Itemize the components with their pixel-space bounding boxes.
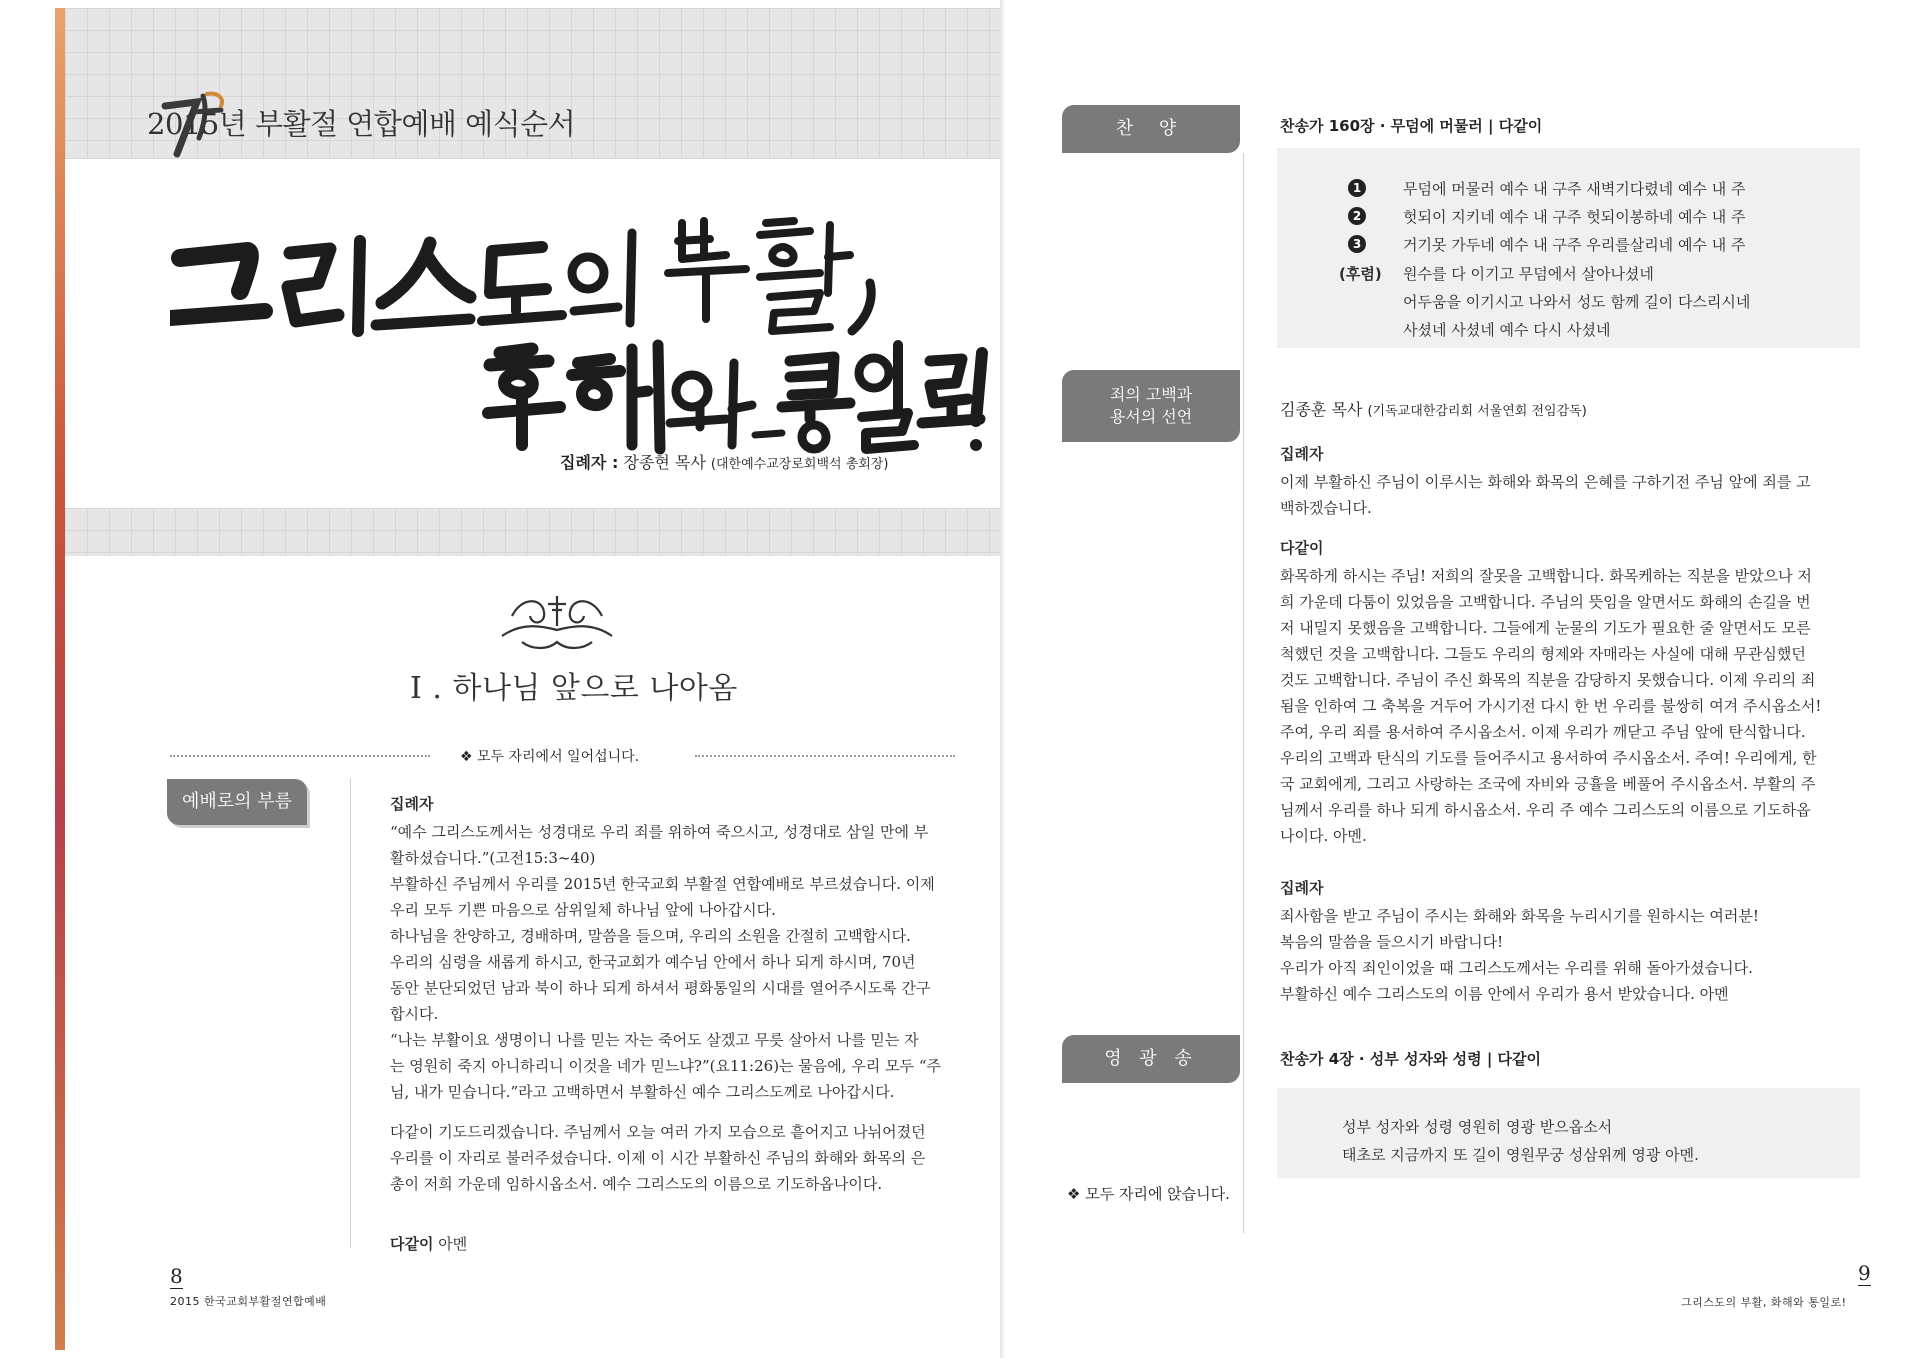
confession-line: 것도 고백합니다. 주님이 주신 화목의 직분을 감당하지 못했습니다. 이제 우리의 죄 [1280,671,1816,689]
confession-section-absolution [1280,875,1865,1007]
refrain-line: 어두움을 이기시고 나와서 성도 함께 길이 다스리시네 [1403,293,1751,311]
footer-right: 그리스도의 부활, 화해와 통일로! [1681,1296,1847,1309]
confession-line: 우리가 아직 죄인이었을 때 그리스도께서는 우리를 위해 돌아가셨습니다. [1280,959,1753,977]
prayer-line: 다같이 기도드리겠습니다. 주님께서 오늘 여러 가지 모습으로 흩어지고 나뉘어졌던 [390,1123,926,1141]
confession-line: 죄사함을 받고 주님이 주시는 화해와 화목을 누리시기를 원하시는 여러분! [1280,907,1759,925]
verse-number-badge: 2 [1348,207,1366,225]
confession-line: 우리의 고백과 탄식의 기도를 들어주시고 용서하여 주시옵소서. 주여! 우리에게, 한 [1280,749,1817,767]
confession-line: 님께서 우리를 하나 되게 하시옵소서. 우리 주 예수 그리스도의 이름으로 기도하옵 [1280,801,1811,819]
tab-praise: 찬 양 [1062,105,1240,153]
call-line: 님, 내가 믿습니다.”라고 고백하면서 부활하신 예수 그리스도께로 나아갑시다. [390,1083,895,1101]
footer-left: 2015 한국교회부활절연합예배 [170,1295,327,1308]
presider-line [560,450,888,473]
confession-body [1280,441,1865,1021]
page-number-right: 9 [1858,1261,1871,1285]
confession-line: 화목하게 하시는 주님! 저희의 잘못을 고백합니다. 화목케하는 직분을 받았으나 저 [1280,567,1812,585]
grid-divider-band [65,508,1000,556]
refrain-line: 원수를 다 이기고 무덤에서 살아나셨네 [1403,265,1654,283]
confession-line: 저 내밀지 못했음을 고백합니다. 그들에게 눈물의 기도가 필요한 줄 알면서도 모른 [1280,619,1811,637]
right-page [1005,8,1920,1350]
stand-instruction: ❖ 모두 자리에서 일어섭니다. [460,749,640,765]
amen-text: 아멘 [438,1235,468,1253]
confession-line: 희 가운데 다툼이 있었음을 고백합니다. 주님의 뜻임을 알면서도 화해의 손길을 번 [1280,593,1811,611]
sit-instruction: ❖ 모두 자리에 앉습니다. [1067,1185,1230,1203]
verse-line: 헛되이 지키네 예수 내 구주 헛되이봉하네 예수 내 주 [1403,208,1746,226]
confession-role-label: 다같이 [1280,539,1324,557]
tab-confession-line1: 죄의 고백과 [1109,385,1193,404]
dotted-divider-left [170,755,430,757]
call-line: “예수 그리스도께서는 성경대로 우리 죄를 위하여 죽으시고, 성경대로 삼일 만에 부 [390,823,929,841]
tab-confession [1062,370,1240,442]
gloria-line: 태초로 지금까지 또 길이 영원무궁 성삼위께 영광 아멘. [1342,1146,1699,1164]
confession-line: 됨을 인하여 그 축복을 거두어 가시기전 다시 한 번 우리를 불쌍히 여겨 주시옵소서! [1280,697,1822,715]
call-to-worship-body [390,791,998,1197]
confession-line: 복음의 말씀을 들으시기 바랍니다! [1280,933,1504,951]
call-line: 는 영원히 죽지 아니하리니 이것을 네가 믿느냐?”(요11:26)는 물음에, 우리 모두 “주 [390,1057,941,1075]
confession-line: 국 교회에게, 그리고 사랑하는 조국에 자비와 긍휼을 베풀어 주시옵소서. 부활의 주 [1280,775,1816,793]
praise-hymn-heading: 찬송가 160장 · 무덤에 머물러 | 다같이 [1280,117,1543,135]
page-edge-color-strip [55,8,65,1350]
call-line: 하나님을 찬양하고, 경배하며, 말씀을 들으며, 우리의 소원을 간절히 고백합시다. [390,927,911,945]
tab-call-to-worship: 예배로의 부름 [167,779,307,825]
confession-role-label: 집례자 [1280,445,1324,463]
calligraphy-title-artwork [170,213,990,463]
vertical-rule [350,778,351,1248]
confession-line: 주여, 우리 죄를 용서하여 주시옵소서. 이제 우리가 깨닫고 주님 앞에 탄식합니다. [1280,723,1806,741]
prayer-line: 총이 저희 가운데 임하시옵소서. 예수 그리스도의 이름으로 기도하옵나이다. [390,1175,883,1193]
presider-name: 장종현 목사 [623,453,706,472]
confession-role-label: 집례자 [1280,879,1324,897]
call-line: 동안 분단되었던 남과 북이 하나 되게 하셔서 평화통일의 시대를 열어주시도록 간구 [390,979,931,997]
call-line: 합시다. [390,1005,439,1023]
prayer-line: 우리를 이 자리로 불러주셨습니다. 이제 이 시간 부활하신 주님의 화해와 화목의 은 [390,1149,926,1167]
confession-section-all [1280,535,1865,849]
call-line: 활하셨습니다.”(고전15:3~40) [390,849,596,867]
confession-leader-affiliation: (기독교대한감리회 서울연회 전임감독) [1367,404,1587,419]
amen-role-label: 다같이 [390,1235,434,1253]
verse-number-badge: 1 [1348,179,1366,197]
verse-number-badge: 3 [1348,235,1366,253]
confession-line: 백하겠습니다. [1280,499,1372,517]
gloria-lyrics-box [1277,1088,1860,1178]
amen-line [390,1233,467,1254]
vertical-rule [1243,153,1244,1233]
call-line: “나는 부활이요 생명이니 나를 믿는 자는 죽어도 살겠고 무릇 살아서 나를 믿는 자 [390,1031,919,1049]
verse-line: 무덤에 머물러 예수 내 구주 새벽기다렸네 예수 내 주 [1403,180,1746,198]
gloria-hymn-heading: 찬송가 4장 · 성부 성자와 성령 | 다같이 [1280,1050,1542,1068]
header-title: 2015년 부활절 연합예배 예식순서 [147,107,576,141]
ornament-icon [492,586,622,656]
refrain-label: (후렴) [1339,265,1382,283]
presider-label: 집례자 : [560,453,619,472]
confession-leader-name: 김종훈 목사 [1280,400,1363,419]
confession-line: 척했던 것을 고백합니다. 그들도 우리의 형제와 자매라는 사실에 대해 무관심했던 [1280,645,1806,663]
presider-affiliation: (대한예수교장로회백석 총회장) [710,457,889,472]
call-role-label: 집례자 [390,795,434,813]
confession-line: 나이다. 아멘. [1280,827,1367,845]
confession-line: 부활하신 예수 그리스도의 이름 안에서 우리가 용서 받았습니다. 아멘 [1280,985,1729,1003]
call-line: 우리의 심령을 새롭게 하시고, 한국교회가 예수님 안에서 하나 되게 하시며, 70년 [390,953,916,971]
verse-line: 거기못 가두네 예수 내 구주 우리를살리네 예수 내 주 [1403,236,1746,254]
page-number-left: 8 [170,1264,183,1288]
praise-lyrics-box [1277,148,1860,348]
call-line: 우리 모두 기쁜 마음으로 삼위일체 하나님 앞에 나아갑시다. [390,901,776,919]
gloria-line: 성부 성자와 성령 영원히 영광 받으옵소서 [1342,1118,1613,1136]
tab-gloria-patri: 영 광 송 [1062,1035,1240,1083]
call-line: 부활하신 주님께서 우리를 2015년 한국교회 부활절 연합예배로 부르셨습니다. 이제 [390,875,935,893]
confession-line: 이제 부활하신 주님이 이루시는 화해와 화목의 은혜를 구하기전 주님 앞에 죄를 고 [1280,473,1811,491]
confession-section-presider [1280,441,1865,521]
dotted-divider-right [695,755,955,757]
left-page [55,8,1000,1350]
section-title: I . 하나님 앞으로 나아옴 [410,671,738,706]
confession-leader [1280,397,1587,420]
tab-confession-line2: 용서의 선언 [1109,407,1193,426]
refrain-line: 사셨네 사셨네 예수 다시 사셨네 [1403,321,1611,339]
